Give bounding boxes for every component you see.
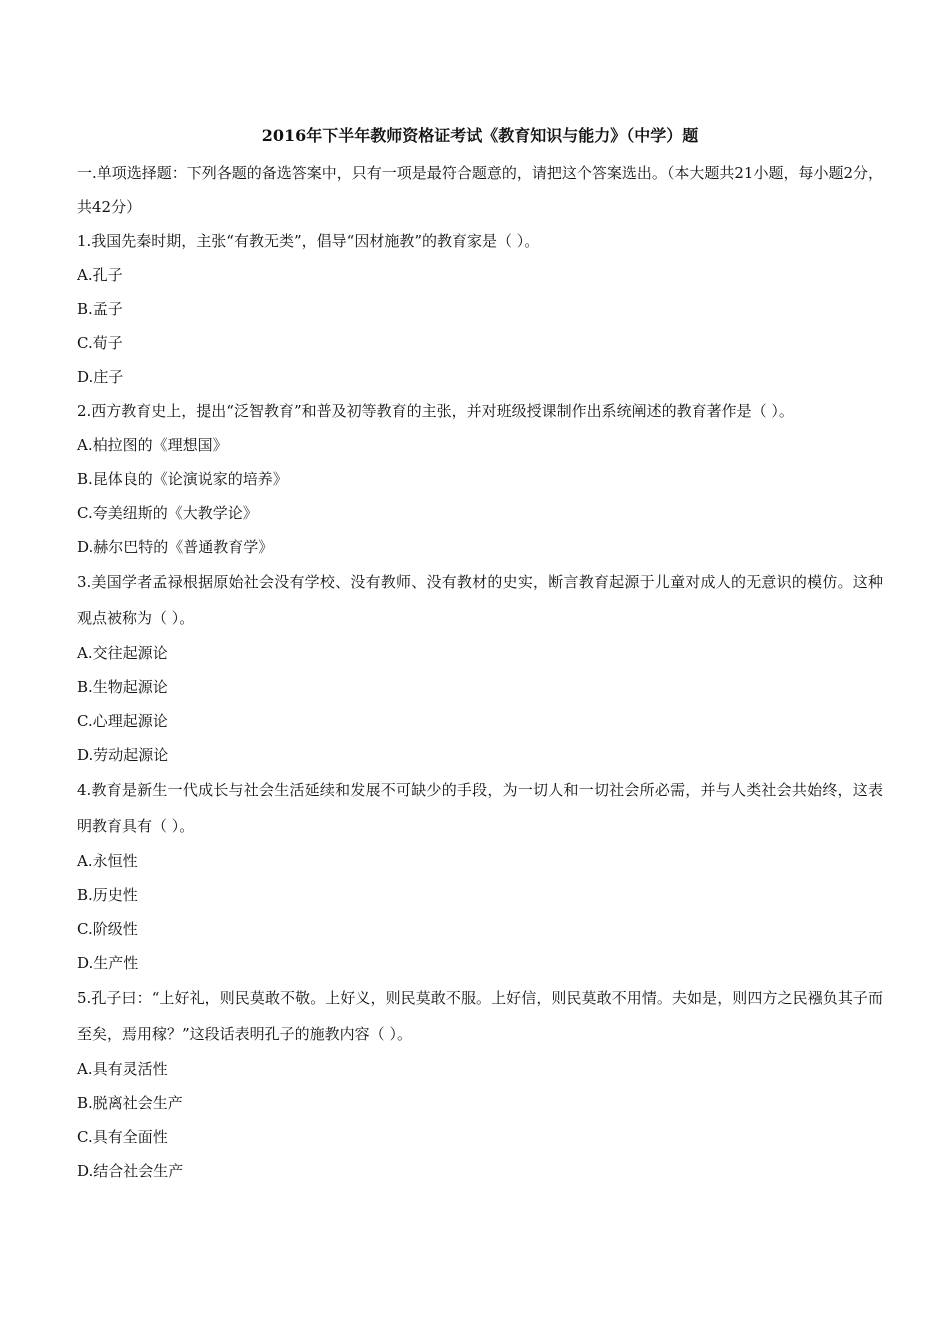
option-a: A.孔子 — [77, 266, 123, 284]
question-stem: 3.美国学者孟禄根据原始社会没有学校、没有教师、没有教材的史实，断言教育起源于儿童对成人的无意识的模仿。这种观点被称为（ ）。 — [77, 573, 883, 627]
question-stem: 2.西方教育史上，提出“泛智教育”和普及初等教育的主张，并对班级授课制作出系统阐述的教育著作是（ ）。 — [77, 402, 794, 420]
document-title: 2016年下半年教师资格证考试《教育知识与能力》（中学）题 — [261, 126, 699, 145]
option-c: C.具有全面性 — [77, 1128, 168, 1146]
question-stem: 5.孔子曰：“上好礼，则民莫敢不敬。上好义，则民莫敢不服。上好信，则民莫敢不用情。夫如是，则四方之民襁负其子而至矣，焉用稼？”这段话表明孔子的施教内容（ ）。 — [77, 989, 883, 1043]
option-c: C.阶级性 — [77, 920, 138, 938]
question-3 — [77, 564, 883, 772]
option-d: D.生产性 — [77, 954, 139, 972]
option-b: B.历史性 — [77, 886, 138, 904]
option-a: A.具有灵活性 — [77, 1060, 168, 1078]
question-stem: 1.我国先秦时期，主张“有教无类”，倡导“因材施教”的教育家是（ ）。 — [77, 232, 540, 250]
option-b: B.脱离社会生产 — [77, 1094, 183, 1112]
question-2 — [77, 394, 883, 564]
option-d: D.结合社会生产 — [77, 1162, 184, 1180]
option-d: D.庄子 — [77, 368, 124, 386]
question-5 — [77, 980, 883, 1188]
option-a: A.永恒性 — [77, 852, 138, 870]
option-c: C.心理起源论 — [77, 712, 168, 730]
option-d: D.赫尔巴特的《普通教育学》 — [77, 538, 274, 556]
option-b: B.昆体良的《论演说家的培养》 — [77, 470, 288, 488]
question-stem: 4.教育是新生一代成长与社会生活延续和发展不可缺少的手段，为一切人和一切社会所必需，并与人类社会共始终，这表明教育具有（ ）。 — [77, 781, 883, 835]
section-intro: 一.单项选择题：下列各题的备选答案中，只有一项是最符合题意的，请把这个答案选出。（本大题共21小题，每小题2分，共42分） — [77, 164, 883, 216]
option-a: A.交往起源论 — [77, 644, 168, 662]
option-c: C.荀子 — [77, 334, 123, 352]
option-c: C.夸美纽斯的《大教学论》 — [77, 504, 258, 522]
question-1 — [77, 224, 883, 394]
option-a: A.柏拉图的《理想国》 — [77, 436, 228, 454]
option-b: B.生物起源论 — [77, 678, 168, 696]
question-4 — [77, 772, 883, 980]
option-d: D.劳动起源论 — [77, 746, 169, 764]
document-page — [77, 122, 883, 1188]
option-b: B.孟子 — [77, 300, 123, 318]
